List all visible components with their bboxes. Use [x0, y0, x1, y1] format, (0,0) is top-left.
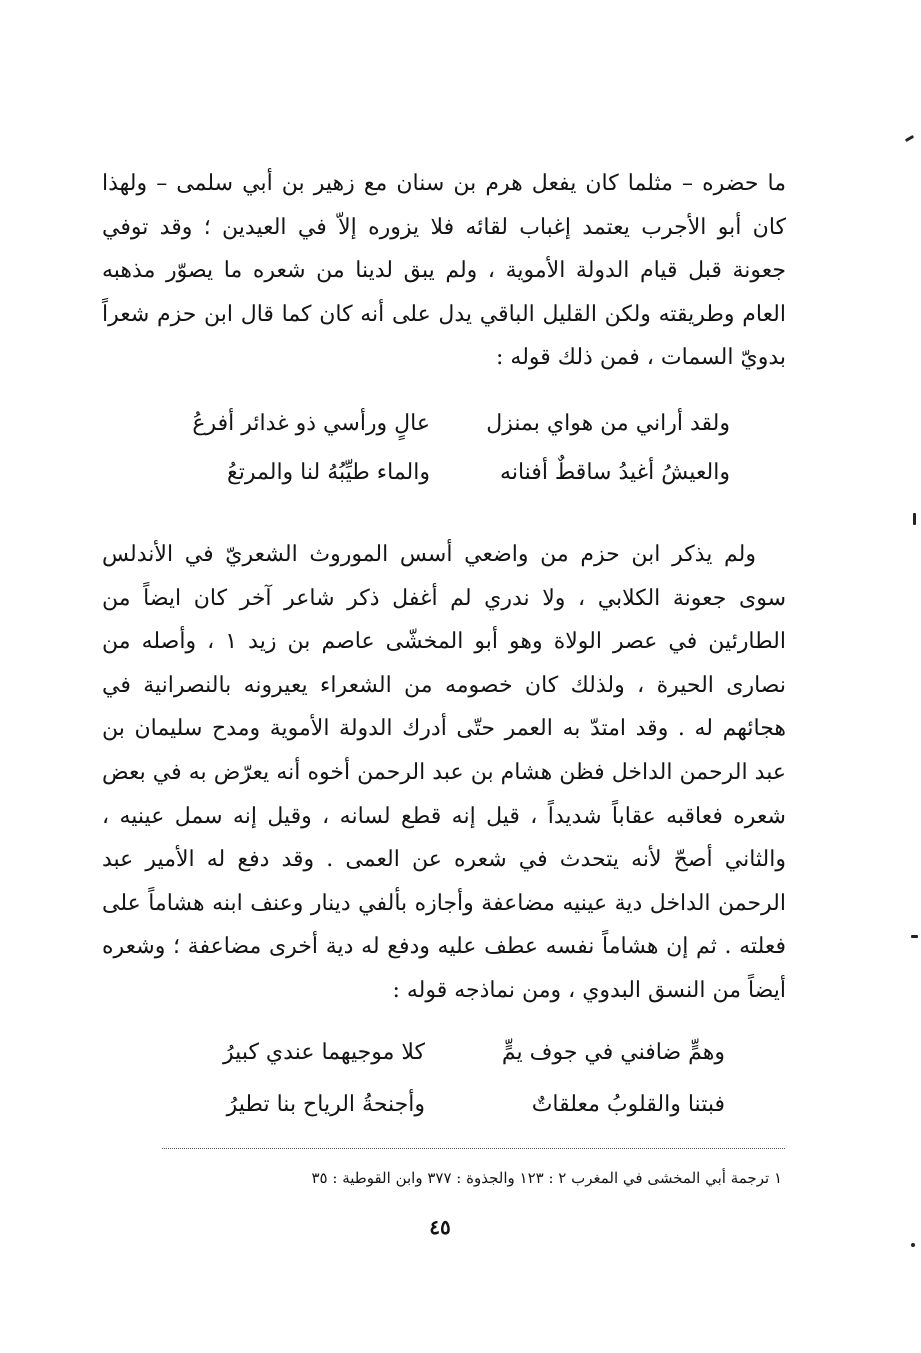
verse-2-line-2 [180, 1092, 725, 1122]
verse-1-line-1-first-hemistich: ولقد أراني من هواي بمنزل [486, 411, 730, 436]
verse-2-line-2-second-hemistich: وأجنحةُ الرياح بنا تطيرُ [226, 1092, 425, 1117]
paragraph-2: ولم يذكر ابن حزم من واضعي أسس الموروث الشعريّ في الأندلس سوى جعونة الكلابي ، ولا ندري لم أغفل ذكر شاعر آخر كان ايضاً من الطارئين في عصر الولاة وهو أبو المخشّى عاصم بن زيد ١ ، وأصله من نصارى الحيرة ، ولذلك كان خصومه من الشعراء يعيرونه بالنصرانية في هجائهم له . وقد امتدّ به العمر حتّى أدرك الدولة الأموية ومدح سليمان بن عبد الرحمن الداخل فظن هشام بن عبد الرحمن أخوه أنه يعرّض به في بعض شعره فعاقبه عقاباً شديداً ، قيل إنه قطع لسانه ، وقيل إنه سمل عينيه ، والثاني أصحّ لأنه يتحدث في شعره عن العمى . وقد دفع له الأمير عبد الرحمن الداخل دية عينيه مضاعفة وأجازه بألفي دينار وعنف ابنه هشاماً على فعلته . ثم إن هشاماً نفسه عطف عليه ودفع له دية أخرى مضاعفة ؛ وشعره أيضاً من النسق البدوي ، ومن نماذجه قوله : [102, 542, 787, 1003]
footnote: ١ ترجمة أبي المخشى في المغرب ٢ : ١٢٣ والجذوة : ٣٧٧ وابن القوطية : ٣٥ [311, 1169, 782, 1187]
verse-1-line-1 [160, 411, 730, 441]
paragraph-1: ما حضره – مثلما كان يفعل هرم بن سنان مع زهير بن أبي سلمى – ولهذا كان أبو الأجرب يعتمد إغباب لقائه فلا يزوره إلاّ في العيدين ؛ وقد توفي جعونة قبل قيام الدولة الأموية ، ولم يبق لدينا من شعره ما يصوّر مذهبه العام وطريقته ولكن القليل الباقي يدل على أنه كان كما قال ابن حزم شعراً بدويّ السمات ، فمن ذلك قوله : [102, 171, 786, 371]
verse-1-line-2-first-hemistich: والعيشُ أغيدُ ساقطٌ أفنانه [500, 460, 730, 485]
verse-2-line-1-first-hemistich: وهمٍّ ضافني في جوف يمٍّ [501, 1040, 725, 1065]
verse-1-line-1-second-hemistich: عالٍ ورأسي ذو غدائر أفرعُ [192, 411, 430, 436]
scan-speck [913, 513, 916, 525]
scan-speck [905, 135, 914, 142]
scan-speck [911, 935, 918, 938]
page-number: ٤٥ [429, 1215, 451, 1239]
footnote-divider [162, 1148, 785, 1149]
verse-2-line-2-first-hemistich: فبتنا والقلوبُ معلقاتٌ [531, 1092, 725, 1117]
verse-2-line-1-second-hemistich: كلا موجيهما عندي كبيرُ [223, 1040, 425, 1065]
scan-speck [911, 1243, 915, 1247]
verse-1-line-2 [160, 460, 730, 490]
verse-1-line-2-second-hemistich: والماء طيِّبُهُ لنا والمرتعُ [227, 460, 430, 485]
verse-2-line-1 [180, 1040, 725, 1070]
